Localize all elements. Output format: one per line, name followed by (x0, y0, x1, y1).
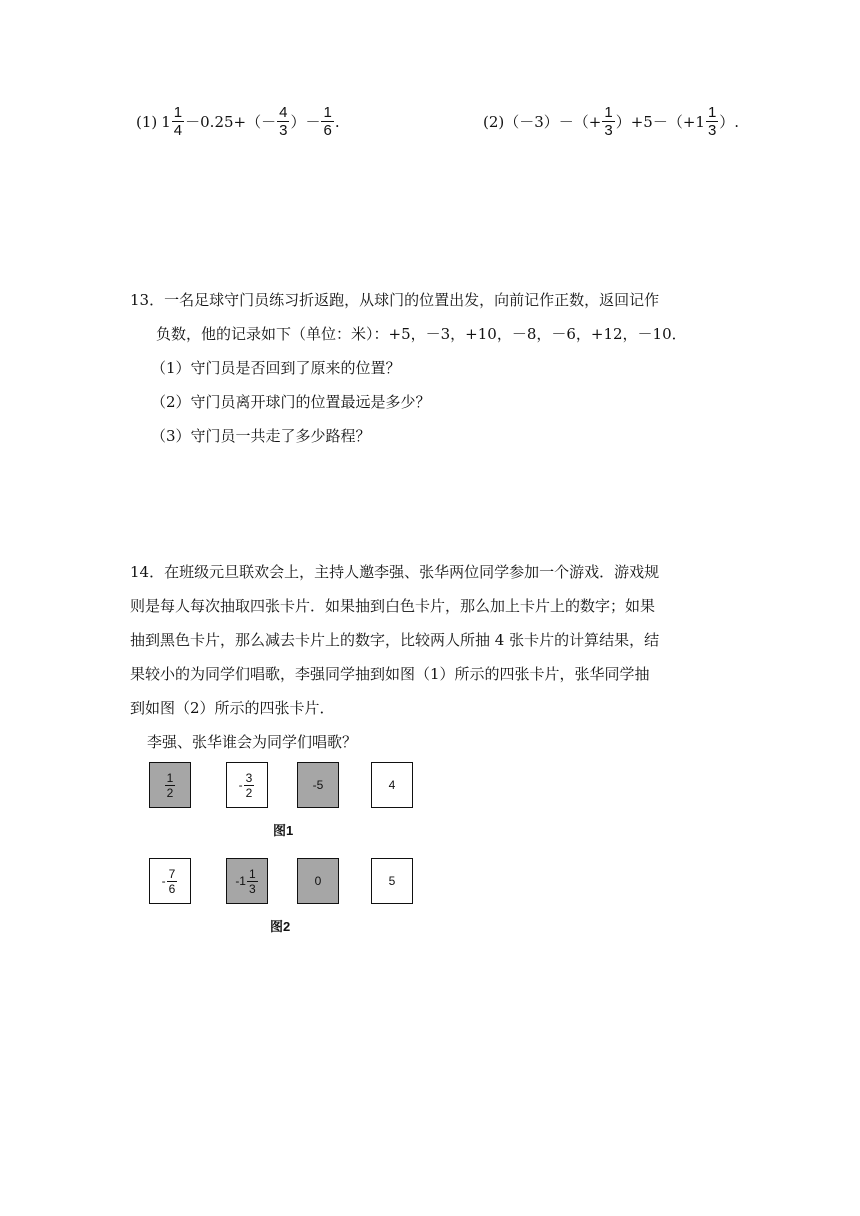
expr1-end: . (334, 112, 340, 131)
fig2-card-2-fraction: $\frac{1}{3}$ (248, 866, 256, 896)
fig1-card-3-value: -5 (312, 778, 324, 792)
fig1-card-4-value: 4 (388, 778, 396, 792)
fig1-caption: 图1 (273, 823, 294, 838)
fig2-card-2-whole: -1 (235, 874, 246, 888)
q13-line-1: 13．一名足球守门员练习折返跑，从球门的位置出发，向前记作正数，返回记作 (130, 291, 660, 309)
expr2-end: ）. (719, 113, 740, 131)
fig2-card-4 (371, 858, 413, 904)
q14-line-2: 则是每人每次抽取四张卡片．如果抽到白色卡片，那么加上卡片上的数字；如果 (130, 597, 656, 615)
fig2-caption: 图2 (270, 919, 291, 934)
fig2-card-2 (226, 858, 268, 904)
fig1-card-4 (371, 762, 413, 808)
fig2-card-4-value: 5 (388, 874, 396, 888)
expr2-text-2: ）+5－（+1 (615, 113, 705, 131)
fig1-card-1 (149, 762, 191, 808)
expr1-fraction-1: $\frac{1}{4}$ (173, 104, 183, 139)
expr1-fraction-2: $\frac{4}{3}$ (279, 104, 288, 139)
fig2-card-3-value: 0 (314, 874, 322, 888)
q13-sub-1: （1）守门员是否回到了原来的位置？ (151, 359, 401, 377)
expression-2 (483, 104, 739, 139)
fig2-card-1-fraction: $\frac{7}{6}$ (168, 866, 176, 896)
expr2-text-1: （－3）－（+ (504, 113, 602, 131)
fig1-card-2 (226, 762, 268, 808)
q14-line-5: 到如图（2）所示的四张卡片． (130, 699, 335, 717)
fig2-card-1-sign: - (161, 874, 166, 888)
expr1-label: (1) (136, 112, 158, 131)
q13-sub-3: （3）守门员一共走了多少路程？ (151, 427, 371, 445)
expr2-label: (2) (483, 112, 505, 131)
q14-line-3: 抽到黑色卡片，那么减去卡片上的数字，比较两人所抽 4 张卡片的计算结果，结 (130, 631, 660, 649)
expr1-whole: 1 (161, 112, 171, 131)
fig1-card-3 (297, 762, 339, 808)
expr1-fraction-3: $\frac{1}{6}$ (323, 104, 332, 139)
q13-line-2: 负数，他的记录如下（单位：米）：+5，－3，+10，－8，－6，+12，－10． (156, 325, 687, 343)
expr1-text-2: －0.25+（－ (185, 113, 277, 131)
expression-1 (136, 104, 340, 139)
expr2-fraction-2: $\frac{1}{3}$ (707, 104, 717, 139)
expr2-fraction-1: $\frac{1}{3}$ (604, 104, 613, 139)
fig2-card-1 (149, 858, 191, 904)
fig1-card-2-fraction: $\frac{3}{2}$ (245, 770, 253, 800)
q14-line-1: 14．在班级元旦联欢会上，主持人邀李强、张华两位同学参加一个游戏．游戏规 (130, 563, 660, 581)
q13-sub-2: （2）守门员离开球门的位置最远是多少？ (151, 393, 431, 411)
fig1-card-2-sign: - (238, 778, 243, 792)
expr1-text-3: ）－ (290, 113, 321, 131)
q14-question: 李强、张华谁会为同学们唱歌？ (147, 733, 358, 751)
fig2-card-3 (297, 858, 339, 904)
q14-line-4: 果较小的为同学们唱歌，李强同学抽到如图（1）所示的四张卡片，张华同学抽 (130, 665, 650, 683)
fig1-card-1-fraction: $\frac{1}{2}$ (166, 770, 174, 800)
